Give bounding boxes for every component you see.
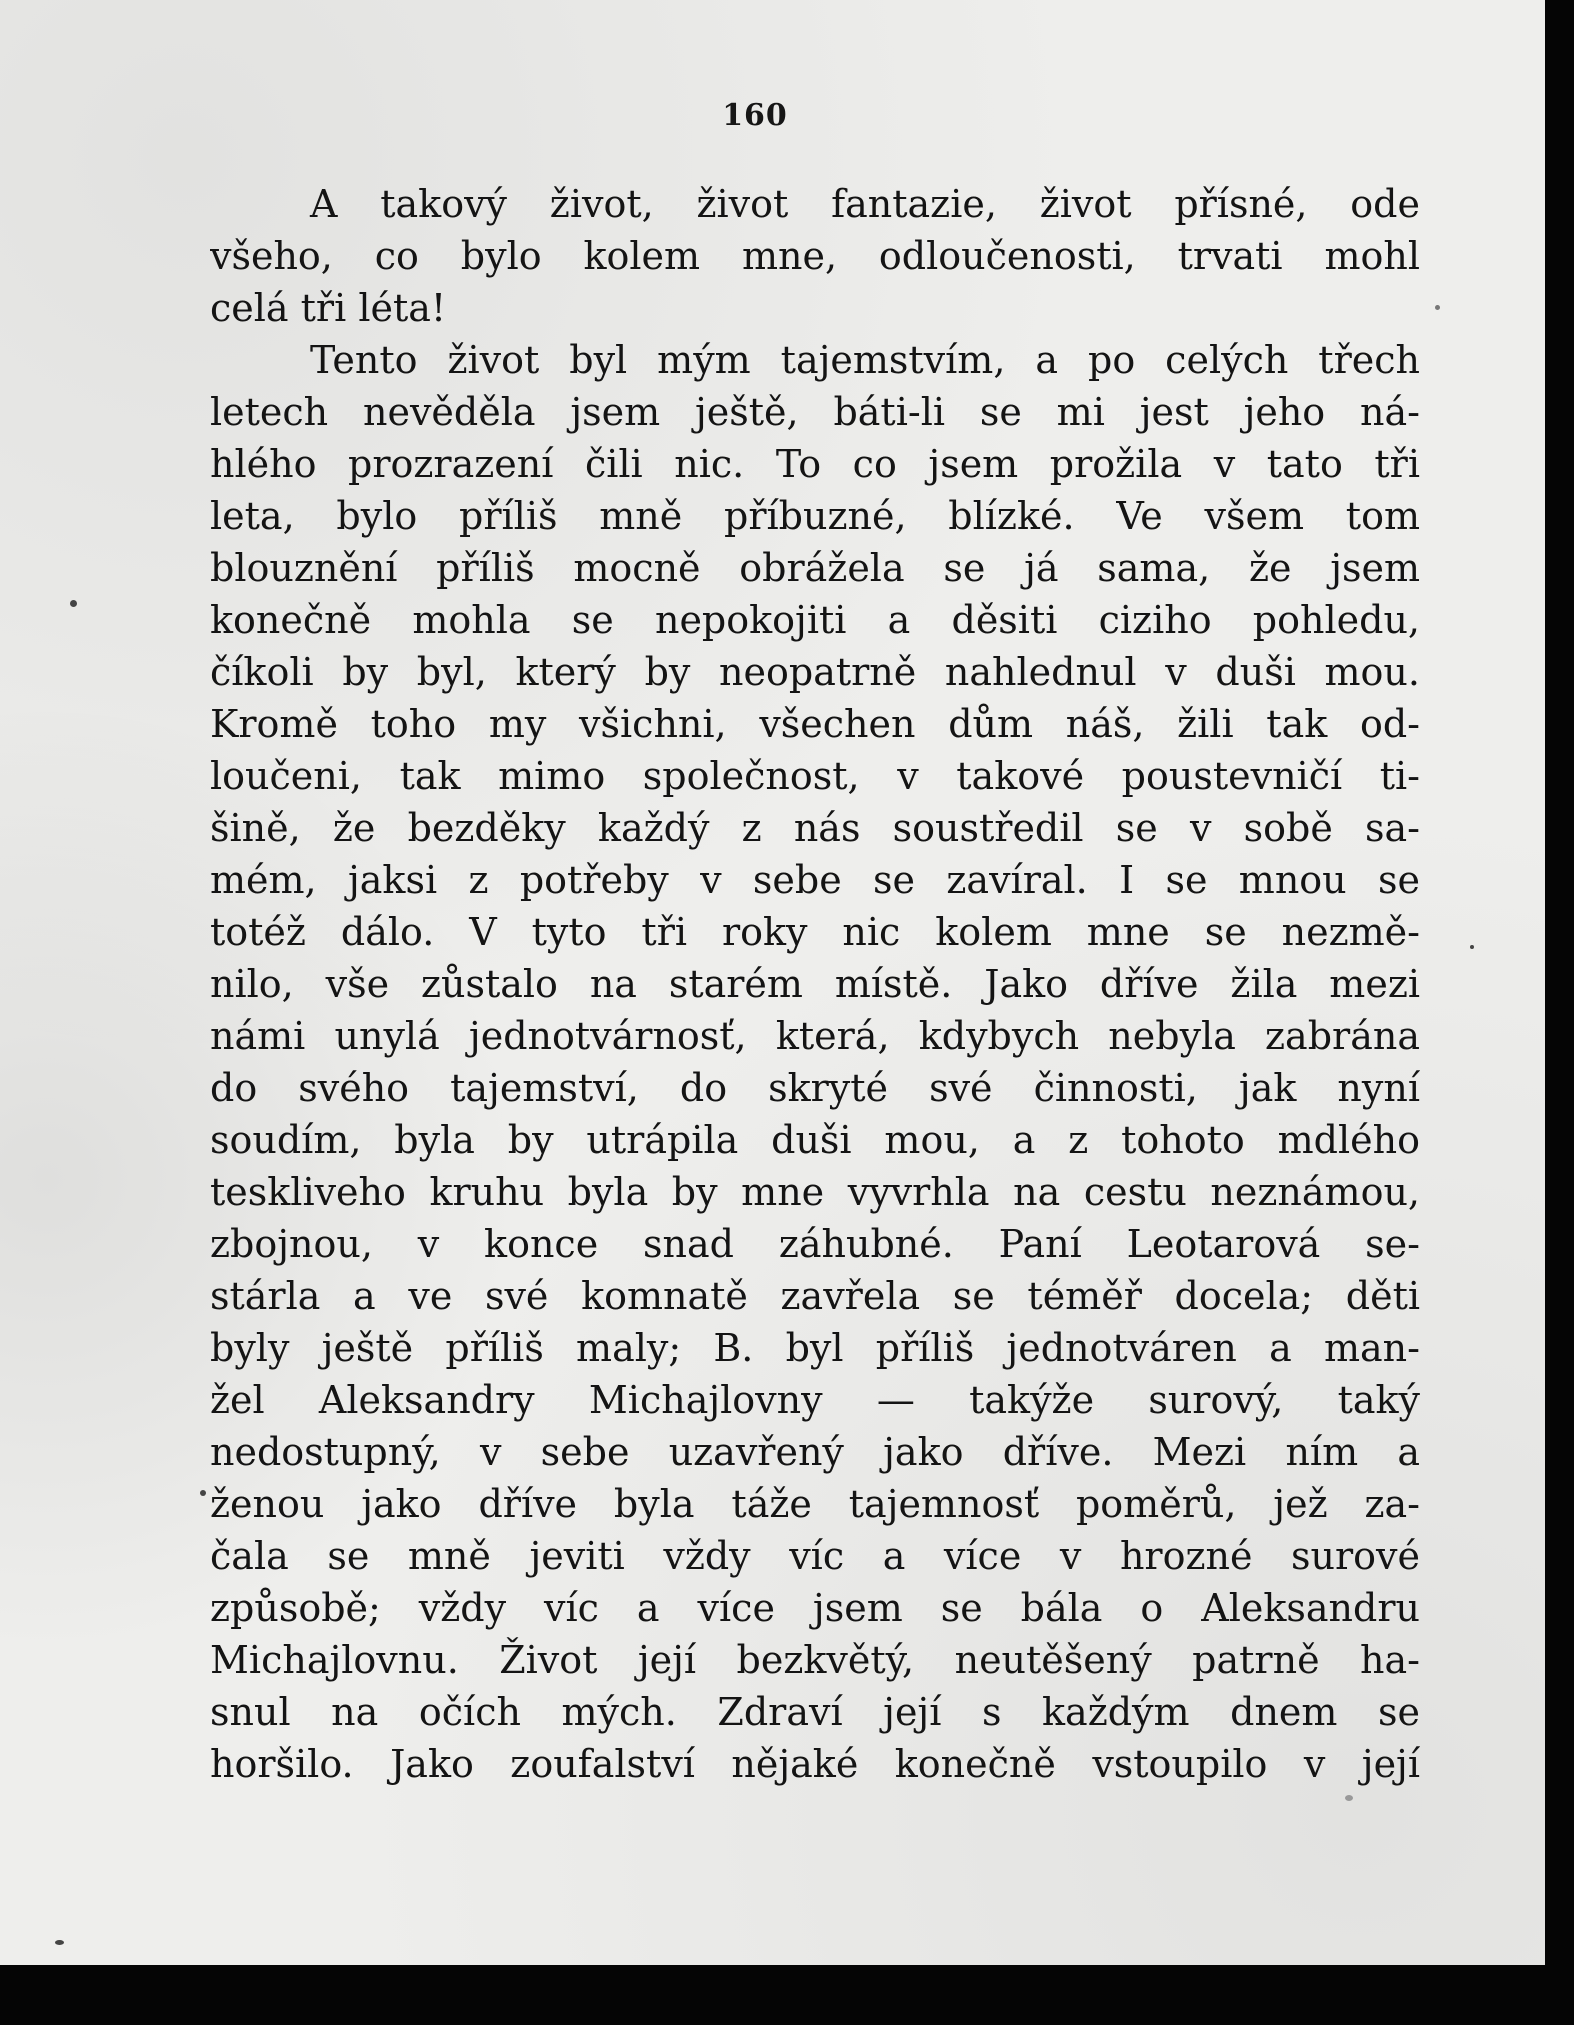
text-line: zbojnou, v konce snad záhubné. Paní Leotarová se- bbox=[210, 1222, 1420, 1266]
scan-speck bbox=[1345, 1795, 1353, 1801]
text-line: horšilo. Jako zoufalství nějaké konečně vstoupilo v její bbox=[210, 1742, 1420, 1786]
text-line: snul na očích mých. Zdraví její s každým dnem se bbox=[210, 1690, 1420, 1734]
text-line: ženou jako dříve byla táže tajemnosť poměrů, jež za- bbox=[210, 1482, 1420, 1526]
scan-speck bbox=[55, 1940, 64, 1945]
scan-border-bottom bbox=[0, 1965, 1574, 2025]
text-line: totéž dálo. V tyto tři roky nic kolem mne se nezmě- bbox=[210, 910, 1420, 954]
text-line: loučeni, tak mimo společnost, v takové poustevničí ti- bbox=[210, 754, 1420, 798]
text-line: leta, bylo příliš mně příbuzné, blízké. Ve všem tom bbox=[210, 494, 1420, 538]
text-line: mém, jaksi z potřeby v sebe se zavíral. I se mnou se bbox=[210, 858, 1420, 902]
scan-speck bbox=[1470, 945, 1474, 949]
body-text bbox=[210, 178, 1420, 1790]
text-line: hlého prozrazení čili nic. To co jsem prožila v tato tři bbox=[210, 442, 1420, 486]
text-line: číkoli by byl, který by neopatrně nahlednul v duši mou. bbox=[210, 650, 1420, 694]
scan-speck bbox=[1435, 305, 1440, 310]
text-line: námi unylá jednotvárnosť, která, kdybych nebyla zabrána bbox=[210, 1014, 1420, 1058]
text-line: do svého tajemství, do skryté své činnosti, jak nyní bbox=[210, 1066, 1420, 1110]
text-line: Michajlovnu. Život její bezkvětý, neutěšený patrně ha- bbox=[210, 1638, 1420, 1682]
text-line: nedostupný, v sebe uzavřený jako dříve. Mezi ním a bbox=[210, 1430, 1420, 1474]
scan-border-right bbox=[1545, 0, 1574, 2025]
text-line: letech nevěděla jsem ještě, báti-li se mi jest jeho ná- bbox=[210, 390, 1420, 434]
text-line: čala se mně jeviti vždy víc a více v hrozné surové bbox=[210, 1534, 1420, 1578]
text-line: soudím, byla by utrápila duši mou, a z tohoto mdlého bbox=[210, 1118, 1420, 1162]
text-line: nilo, vše zůstalo na starém místě. Jako dříve žila mezi bbox=[210, 962, 1420, 1006]
text-line: A takový život, život fantazie, život přísné, ode bbox=[310, 182, 1420, 226]
text-line: žel Aleksandry Michajlovny — takýže surový, taký bbox=[210, 1378, 1420, 1422]
text-line: celá tři léta! bbox=[210, 286, 447, 330]
text-line: stárla a ve své komnatě zavřela se téměř docela; děti bbox=[210, 1274, 1420, 1318]
text-line: šině, že bezděky každý z nás soustředil se v sobě sa- bbox=[210, 806, 1420, 850]
text-line: konečně mohla se nepokojiti a děsiti ciziho pohledu, bbox=[210, 598, 1420, 642]
text-line: všeho, co bylo kolem mne, odloučenosti, trvati mohl bbox=[210, 234, 1420, 278]
text-line: byly ještě příliš maly; B. byl příliš jednotváren a man- bbox=[210, 1326, 1420, 1370]
text-line: Kromě toho my všichni, všechen dům náš, žili tak od- bbox=[210, 702, 1420, 746]
text-line: způsobě; vždy víc a více jsem se bála o Aleksandru bbox=[210, 1586, 1420, 1630]
text-line: teskliveho kruhu byla by mne vyvrhla na cestu neznámou, bbox=[210, 1170, 1420, 1214]
text-line: Tento život byl mým tajemstvím, a po celých třech bbox=[310, 338, 1420, 382]
scan-speck bbox=[200, 1490, 206, 1496]
text-line: blouznění příliš mocně obrážela se já sama, že jsem bbox=[210, 546, 1420, 590]
page-number: 160 bbox=[722, 98, 788, 133]
scan-speck bbox=[70, 600, 77, 607]
